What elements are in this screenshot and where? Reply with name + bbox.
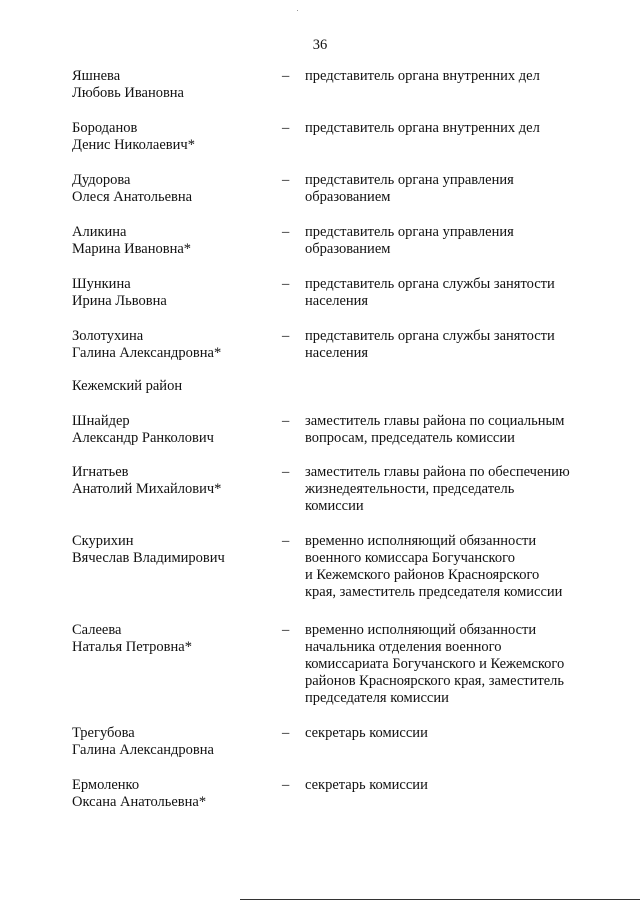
member-given-names: Ирина Львовна: [72, 293, 167, 309]
member-role-line: председателя комиссии: [305, 690, 449, 706]
dash-separator: –: [282, 68, 290, 84]
member-surname: Золотухина: [72, 328, 144, 344]
member-surname: Трегубова: [72, 725, 135, 741]
dash-separator: –: [282, 464, 290, 480]
member-name: [72, 533, 272, 567]
member-role-line: жизнедеятельности, председатель: [305, 481, 515, 497]
member-role-line: представитель органа управления: [305, 224, 514, 240]
member-role-line: районов Красноярского края, заместитель: [305, 673, 565, 689]
member-role: [305, 276, 605, 310]
member-role-line: населения: [305, 293, 369, 309]
member-name: [72, 777, 272, 811]
page-number: 36: [312, 37, 328, 53]
member-given-names: Галина Александровна: [72, 742, 214, 758]
member-name: [72, 120, 272, 154]
member-name: [72, 413, 272, 447]
dash-separator: –: [282, 725, 290, 741]
member-name: [72, 68, 272, 102]
member-role: [305, 413, 605, 447]
member-given-names: Наталья Петровна*: [72, 639, 192, 655]
member-name: [72, 276, 272, 310]
dash-separator: –: [282, 172, 290, 188]
member-given-names: Марина Ивановна*: [72, 241, 192, 257]
member-role-line: секретарь комиссии: [305, 725, 428, 741]
member-surname: Аликина: [72, 224, 127, 240]
member-role-line: временно исполняющий обязанности: [305, 622, 537, 638]
member-role-line: временно исполняющий обязанности: [305, 533, 537, 549]
member-surname: Шункина: [72, 276, 131, 292]
member-role-line: населения: [305, 345, 369, 361]
member-name: [72, 622, 272, 656]
dash-separator: –: [282, 328, 290, 344]
dash-separator: –: [282, 120, 290, 136]
member-role: [305, 622, 605, 707]
member-surname: Игнатьев: [72, 464, 129, 480]
dash-separator: –: [282, 413, 290, 429]
member-given-names: Денис Николаевич*: [72, 137, 195, 153]
member-role-line: представитель органа внутренних дел: [305, 68, 540, 84]
dash-separator: –: [282, 533, 290, 549]
member-role: [305, 120, 605, 137]
member-given-names: Оксана Анатольевна*: [72, 794, 207, 810]
member-role-line: комиссии: [305, 498, 364, 514]
member-given-names: Александр Ранколович: [72, 430, 214, 446]
member-role-line: представитель органа службы занятости: [305, 328, 555, 344]
member-role-line: образованием: [305, 189, 391, 205]
member-name: [72, 725, 272, 759]
member-name: [72, 224, 272, 258]
member-surname: Дудорова: [72, 172, 131, 188]
member-given-names: Галина Александровна*: [72, 345, 222, 361]
member-role-line: военного комиссара Богучанского: [305, 550, 515, 566]
member-role: [305, 328, 605, 362]
member-role-line: вопросам, председатель комиссии: [305, 430, 515, 446]
dash-separator: –: [282, 224, 290, 240]
member-role-line: края, заместитель председателя комиссии: [305, 584, 563, 600]
member-name: [72, 328, 272, 362]
member-role-line: представитель органа внутренних дел: [305, 120, 540, 136]
dash-separator: –: [282, 276, 290, 292]
member-role-line: и Кежемского районов Красноярского: [305, 567, 540, 583]
member-role-line: заместитель главы района по обеспечению: [305, 464, 570, 480]
member-role-line: начальника отделения военного: [305, 639, 502, 655]
member-name: [72, 172, 272, 206]
scan-speck: [297, 10, 298, 11]
member-surname: Яшнева: [72, 68, 121, 84]
member-given-names: Олеся Анатольевна: [72, 189, 193, 205]
member-role-line: заместитель главы района по социальным: [305, 413, 565, 429]
member-given-names: Вячеслав Владимирович: [72, 550, 225, 566]
member-given-names: Любовь Ивановна: [72, 85, 184, 101]
member-role-line: образованием: [305, 241, 391, 257]
member-role-line: секретарь комиссии: [305, 777, 428, 793]
member-surname: Салеева: [72, 622, 122, 638]
member-surname: Скурихин: [72, 533, 134, 549]
member-role: [305, 172, 605, 206]
member-surname: Шнайдер: [72, 413, 130, 429]
member-role: [305, 464, 605, 515]
member-surname: Бороданов: [72, 120, 138, 136]
member-given-names: Анатолий Михайлович*: [72, 481, 222, 497]
dash-separator: –: [282, 777, 290, 793]
member-surname: Ермоленко: [72, 777, 140, 793]
dash-separator: –: [282, 622, 290, 638]
member-role-line: комиссариата Богучанского и Кежемского: [305, 656, 565, 672]
member-role-line: представитель органа службы занятости: [305, 276, 555, 292]
member-name: [72, 464, 272, 498]
member-role: [305, 68, 605, 85]
member-role: [305, 533, 605, 601]
member-role: [305, 725, 605, 742]
member-role: [305, 224, 605, 258]
section-title-kezhemsky-district: Кежемский район: [72, 378, 183, 394]
bottom-rule: [240, 899, 640, 900]
member-role: [305, 777, 605, 794]
member-role-line: представитель органа управления: [305, 172, 514, 188]
